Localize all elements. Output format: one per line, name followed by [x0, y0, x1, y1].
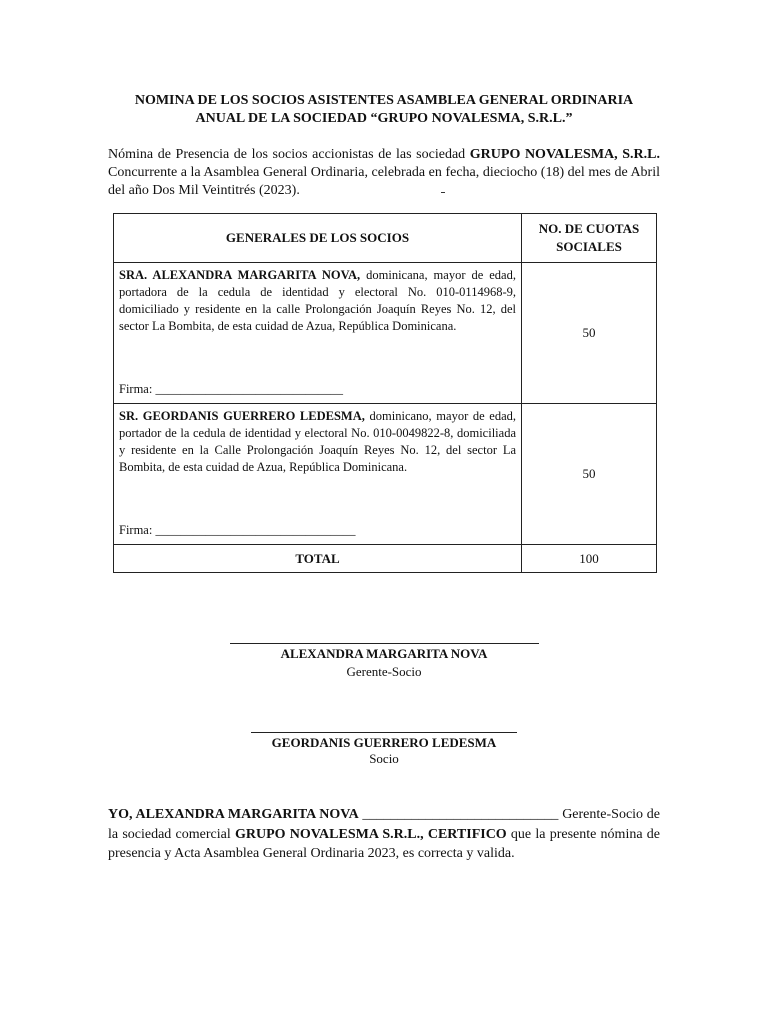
- partner-1-text: dominicana, mayor de edad, portadora de la cedula de identidad y electoral No. 010-0114968-9, domiciliado y residente en la calle Prolongación Joaquín Reyes No. 12, del sector La Bombita, de esta cuidad de Azua, República Dominicana.: [119, 268, 516, 333]
- signature-line-2: [251, 732, 517, 733]
- total-label: TOTAL: [114, 545, 522, 573]
- intro-text-1: Nómina de Presencia de los socios accionistas de las sociedad: [108, 147, 470, 162]
- document-title: [108, 92, 660, 128]
- partner-2-text: dominicano, mayor de edad, portador de la cedula de identidad y electoral No. 010-0049822-8, domiciliada y residente en la Calle Prolongación Joaquín Reyes No. 12, del sector La Bombita, de esta cuidad de Azua, República Dominicana.: [119, 409, 517, 474]
- partner-2-details: [114, 404, 522, 545]
- partners-table: [113, 213, 657, 573]
- total-value: 100: [522, 545, 657, 573]
- intro-paragraph: [108, 146, 660, 200]
- certification-paragraph: [108, 805, 660, 864]
- title-line-2: ANUAL DE LA SOCIEDAD “GRUPO NOVALESMA, S.R.L.”: [195, 111, 573, 126]
- partner-1-cuotas: 50: [522, 263, 657, 404]
- partner-2-name: SR. GEORDANIS GUERRERO LEDESMA,: [119, 409, 365, 423]
- table-total-row: [114, 545, 657, 573]
- cert-yo: YO, ALEXANDRA MARGARITA NOVA: [108, 807, 359, 822]
- signature-1-role: Gerente-Socio: [346, 664, 422, 679]
- intro-company: GRUPO NOVALESMA, S.R.L.: [469, 147, 660, 162]
- signature-line-1: [230, 643, 539, 644]
- header-cuotas: [522, 214, 657, 263]
- header-cuotas-line-1: NO. DE CUOTAS: [538, 221, 640, 236]
- header-cuotas-line-2: SOCIALES: [556, 239, 622, 254]
- stray-mark: [441, 192, 445, 193]
- signature-1-name: ALEXANDRA MARGARITA NOVA: [280, 646, 488, 661]
- table-row: [114, 404, 657, 545]
- cert-blank: ____________________________: [358, 807, 563, 822]
- partner-1-firma: Firma: ______________________________: [119, 382, 343, 396]
- table-header-row: [114, 214, 657, 263]
- cert-company: GRUPO NOVALESMA S.R.L., CERTIFICO: [234, 826, 507, 842]
- table-row: [114, 263, 657, 404]
- intro-text-2: Concurrente a la Asamblea General Ordinaria, celebrada en fecha, dieciocho (18) del mes de Abril del año Dos Mil Veintitrés (2023).: [108, 165, 660, 198]
- signature-2-name: GEORDANIS GUERRERO LEDESMA: [271, 735, 497, 750]
- cert-text-1: Gerente-Socio de la sociedad comercial: [108, 807, 661, 842]
- partner-2-firma: Firma: ________________________________: [119, 523, 356, 537]
- header-generales: GENERALES DE LOS SOCIOS: [114, 214, 522, 263]
- partner-2-cuotas: 50: [522, 404, 657, 545]
- partner-1-name: SRA. ALEXANDRA MARGARITA NOVA,: [119, 268, 361, 282]
- partner-1-details: [114, 263, 522, 404]
- title-line-1: NOMINA DE LOS SOCIOS ASISTENTES ASAMBLEA GENERAL ORDINARIA: [134, 93, 634, 108]
- cert-text-2: que la presente nómina de presencia y Acta Asamblea General Ordinaria 2023, es correcta y valida.: [108, 826, 660, 861]
- signature-2-role: Socio: [369, 751, 399, 766]
